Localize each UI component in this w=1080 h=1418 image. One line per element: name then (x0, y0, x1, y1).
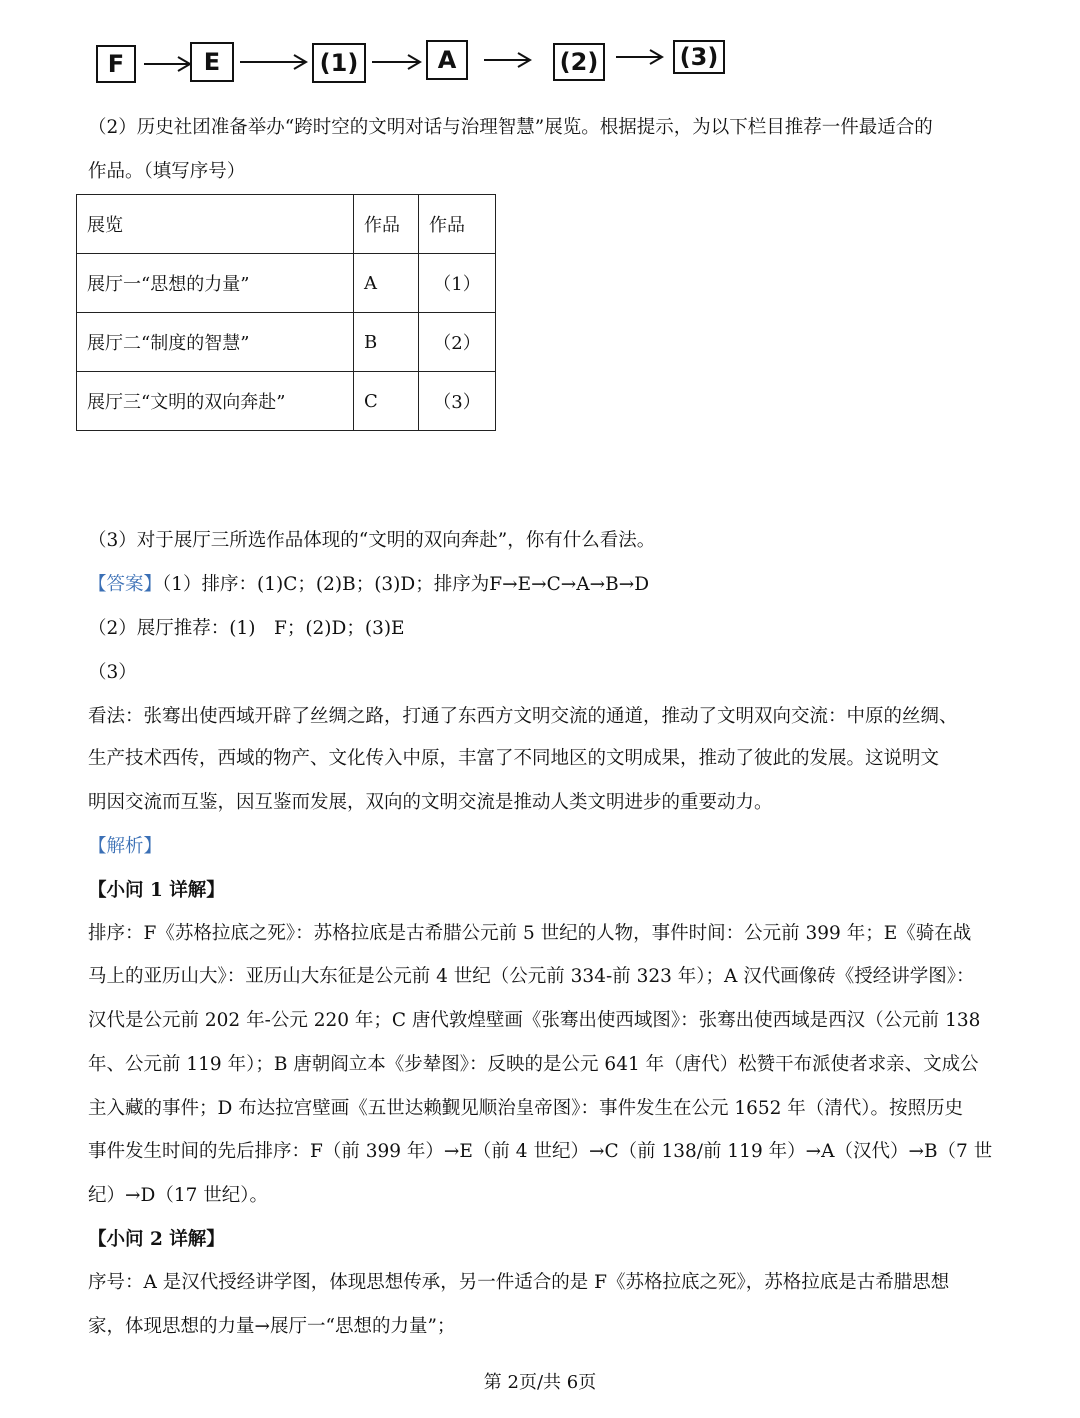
table-cell: A (354, 254, 419, 313)
table-row (77, 313, 496, 372)
analysis-label: 【解析】 (88, 836, 163, 857)
answer-text: （1）排序：(1)C；(2)B；(3)D；排序为F→E→C→A→B→D (162, 574, 650, 595)
sequence-box-2: E (190, 42, 234, 82)
table-cell: C (354, 372, 419, 431)
answer-line-1 (88, 573, 649, 597)
table-cell: （3） (419, 372, 496, 431)
analysis-line: 马上的亚历山大》：亚历山大东征是公元前 4 世纪（公元前 334-前 323 年）；A 汉代画像砖《授经讲学图》： (88, 966, 975, 987)
analysis-line: 排序：F《苏格拉底之死》：苏格拉底是古希腊公元前 5 世纪的人物，事件时间：公元前 399 年；E《骑在战 (88, 923, 972, 944)
answer-line-2: （2）展厅推荐：(1) F；(2)D；(3)E (88, 618, 405, 639)
arrow-icon (372, 52, 424, 72)
table-cell: 展厅二“制度的智慧” (77, 313, 354, 372)
table-header-row (77, 195, 496, 254)
question-2-text: （2）历史社团准备举办“跨时空的文明对话与治理智慧”展览。根据提示，为以下栏目推荐一件最适合的 (88, 117, 933, 138)
question-3-text: （3）对于展厅三所选作品体现的“文明的双向奔赴”，你有什么看法。 (88, 530, 656, 551)
sequence-box-5: (2) (553, 43, 605, 81)
table-row (77, 254, 496, 313)
sequence-box-3: (1) (312, 43, 366, 83)
analysis-line: 汉代是公元前 202 年-公元 220 年；C 唐代敦煌壁画《张骞出使西域图》：张骞出使西域是西汉（公元前 138 (88, 1010, 981, 1031)
table-header-cell: 展览 (77, 195, 354, 254)
analysis-line: 序号：A 是汉代授经讲学图，体现思想传承，另一件适合的是 F《苏格拉底之死》，苏格拉底是古希腊思想 (88, 1272, 950, 1293)
answer-label: 【答案】 (88, 574, 163, 595)
answer-opinion-line: 明因交流而互鉴，因互鉴而发展，双向的文明交流是推动人类文明进步的重要动力。 (88, 792, 773, 813)
answer-line-3: （3） (88, 662, 137, 683)
page-number: 第 2页/共 6页 (483, 1372, 597, 1393)
table-cell: B (354, 313, 419, 372)
table-header-cell: 作品 (354, 195, 419, 254)
sequence-box-4: A (426, 40, 468, 80)
answer-opinion-line: 生产技术西传，西域的物产、文化传入中原，丰富了不同地区的文明成果，推动了彼此的发展。这说明文 (88, 748, 940, 769)
answer-opinion-line: 看法：张骞出使西域开辟了丝绸之路，打通了东西方文明交流的通道，推动了文明双向交流：中原的丝绸、 (88, 706, 958, 727)
table-cell: 展厅三“文明的双向奔赴” (77, 372, 354, 431)
table-row (77, 372, 496, 431)
sub-question-2-title: 【小问 2 详解】 (88, 1229, 225, 1250)
arrow-icon (144, 54, 194, 74)
sub-question-1-title: 【小问 1 详解】 (88, 880, 225, 901)
arrow-icon (616, 47, 666, 67)
table-cell: 展厅一“思想的力量” (77, 254, 354, 313)
question-2-text-cont: 作品。（填写序号） (88, 161, 246, 182)
sequence-box-6: (3) (673, 40, 725, 74)
exhibition-table (76, 194, 496, 431)
analysis-line: 事件发生时间的先后排序：F（前 399 年）→E（前 4 世纪）→C（前 138/前 119 年）→A（汉代）→B（7 世 (88, 1141, 993, 1162)
arrow-icon (240, 52, 310, 72)
table-cell: （1） (419, 254, 496, 313)
analysis-line: 主入藏的事件；D 布达拉宫壁画《五世达赖觐见顺治皇帝图》：事件发生在公元 1652 年（清代）。按照历史 (88, 1098, 964, 1119)
analysis-line: 家，体现思想的力量→展厅一“思想的力量”； (88, 1316, 456, 1337)
analysis-line: 年、公元前 119 年）；B 唐朝阎立本《步辇图》：反映的是公元 641 年（唐代）松赞干布派使者求亲、文成公 (88, 1054, 979, 1075)
table-cell: （2） (419, 313, 496, 372)
table-header-cell: 作品 (419, 195, 496, 254)
arrow-icon (484, 50, 534, 70)
sequence-box-1: F (96, 45, 136, 83)
analysis-line: 纪）→D（17 世纪）。 (88, 1185, 269, 1206)
